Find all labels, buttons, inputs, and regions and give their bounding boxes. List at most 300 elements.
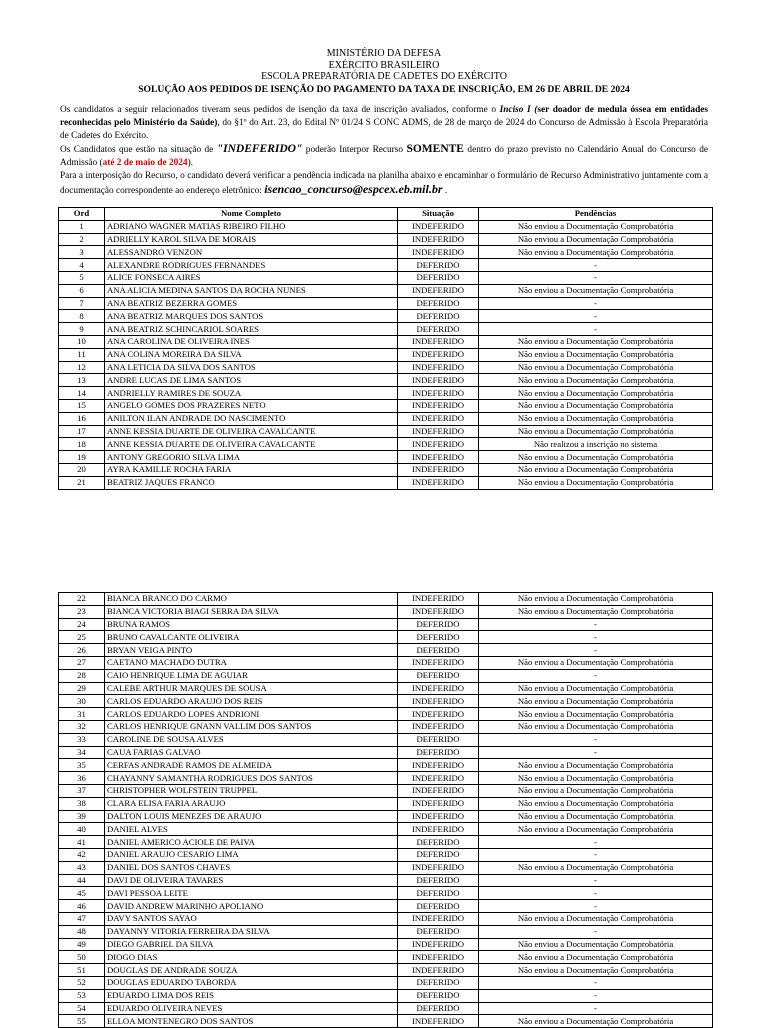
- row-name: CARLOS EDUARDO ARAUJO DOS REIS: [105, 695, 398, 708]
- row-pending: Não enviou a Documentação Comprobatória: [479, 861, 713, 874]
- row-ord: 5: [59, 271, 105, 284]
- row-pending: -: [479, 631, 713, 644]
- row-ord: 46: [59, 900, 105, 913]
- row-ord: 25: [59, 631, 105, 644]
- intro-p3-end: .: [442, 186, 448, 196]
- header-pending: Pendências: [479, 208, 713, 221]
- table-row: [59, 912, 713, 925]
- row-name: ELLOA MONTENEGRO DOS SANTOS: [105, 1015, 398, 1028]
- row-ord: 7: [59, 297, 105, 310]
- table-row: [59, 297, 713, 310]
- row-ord: 43: [59, 861, 105, 874]
- row-name: DOUGLAS DE ANDRADE SOUZA: [105, 964, 398, 977]
- email-link[interactable]: isencao_concurso@espcex.eb.mil.br: [264, 182, 443, 196]
- row-name: ALICE FONSECA AIRES: [105, 271, 398, 284]
- row-status: INDEFERIDO: [398, 335, 479, 348]
- row-name: AYRA KAMILLE ROCHA FARIA: [105, 463, 398, 476]
- intro-p2-text: Os Candidatos que estão na situação de: [60, 145, 217, 155]
- table-row: [59, 361, 713, 374]
- row-ord: 29: [59, 682, 105, 695]
- table-row: [59, 797, 713, 810]
- row-pending: Não enviou a Documentação Comprobatória: [479, 425, 713, 438]
- row-ord: 22: [59, 593, 105, 606]
- row-ord: 18: [59, 438, 105, 451]
- row-ord: 14: [59, 387, 105, 400]
- row-ord: 34: [59, 746, 105, 759]
- row-pending: Não enviou a Documentação Comprobatória: [479, 463, 713, 476]
- table-row: [59, 669, 713, 682]
- row-pending: Não enviou a Documentação Comprobatória: [479, 246, 713, 259]
- row-ord: 21: [59, 476, 105, 489]
- row-status: INDEFERIDO: [398, 605, 479, 618]
- row-pending: -: [479, 976, 713, 989]
- row-pending: Não enviou a Documentação Comprobatória: [479, 708, 713, 721]
- intro-paragraph-1: [60, 104, 708, 143]
- row-name: CAIO HENRIQUE LIMA DE AGUIAR: [105, 669, 398, 682]
- row-status: INDEFERIDO: [398, 861, 479, 874]
- row-ord: 35: [59, 759, 105, 772]
- row-name: ADRIELLY KAROL SILVA DE MORAIS: [105, 233, 398, 246]
- row-pending: Não enviou a Documentação Comprobatória: [479, 476, 713, 489]
- row-pending: Não enviou a Documentação Comprobatória: [479, 387, 713, 400]
- table-row: [59, 964, 713, 977]
- table-row: [59, 823, 713, 836]
- row-status: DEFERIDO: [398, 644, 479, 657]
- candidates-table-part-1: [58, 207, 713, 490]
- row-ord: 50: [59, 951, 105, 964]
- row-status: INDEFERIDO: [398, 220, 479, 233]
- table-row: [59, 233, 713, 246]
- table-row: [59, 989, 713, 1002]
- row-status: INDEFERIDO: [398, 233, 479, 246]
- row-name: ANNE KESSIA DUARTE DE OLIVEIRA CAVALCANTE: [105, 425, 398, 438]
- table-row: [59, 938, 713, 951]
- row-name: ADRIANO WAGNER MATIAS RIBEIRO FILHO: [105, 220, 398, 233]
- table-row: [59, 695, 713, 708]
- row-pending: -: [479, 669, 713, 682]
- row-ord: 8: [59, 310, 105, 323]
- table-row: [59, 271, 713, 284]
- row-name: BIANCA VICTORIA BIAGI SERRA DA SILVA: [105, 605, 398, 618]
- row-status: DEFERIDO: [398, 746, 479, 759]
- row-status: INDEFERIDO: [398, 399, 479, 412]
- row-status: INDEFERIDO: [398, 593, 479, 606]
- row-name: ANA BEATRIZ SCHINCARIOL SOARES: [105, 323, 398, 336]
- row-name: ANGELO GOMES DOS PRAZERES NETO: [105, 399, 398, 412]
- row-name: ANTONY GREGORIO SILVA LIMA: [105, 451, 398, 464]
- row-name: DANIEL AMERICO ACIOLE DE PAIVA: [105, 836, 398, 849]
- row-pending: -: [479, 644, 713, 657]
- row-pending: -: [479, 925, 713, 938]
- row-pending: -: [479, 310, 713, 323]
- row-name: DANIEL DOS SANTOS CHAVES: [105, 861, 398, 874]
- table-row: [59, 644, 713, 657]
- table-row: [59, 1015, 713, 1028]
- table-row: [59, 708, 713, 721]
- row-name: DIEGO GABRIEL DA SILVA: [105, 938, 398, 951]
- row-pending: -: [479, 746, 713, 759]
- table-row: [59, 951, 713, 964]
- row-name: EDUARDO OLIVEIRA NEVES: [105, 1002, 398, 1015]
- table-row: [59, 746, 713, 759]
- table-row: [59, 451, 713, 464]
- table-row: [59, 259, 713, 272]
- row-name: ANDRIELLY RAMIRES DE SOUZA: [105, 387, 398, 400]
- table-row: [59, 284, 713, 297]
- row-ord: 15: [59, 399, 105, 412]
- row-status: INDEFERIDO: [398, 438, 479, 451]
- table-row: [59, 810, 713, 823]
- row-ord: 32: [59, 720, 105, 733]
- row-ord: 3: [59, 246, 105, 259]
- row-ord: 27: [59, 656, 105, 669]
- row-pending: Não enviou a Documentação Comprobatória: [479, 399, 713, 412]
- row-ord: 13: [59, 374, 105, 387]
- row-name: DOUGLAS EDUARDO TABORDA: [105, 976, 398, 989]
- row-ord: 30: [59, 695, 105, 708]
- row-name: ANA CAROLINA DE OLIVEIRA INES: [105, 335, 398, 348]
- row-status: INDEFERIDO: [398, 695, 479, 708]
- row-status: INDEFERIDO: [398, 656, 479, 669]
- row-status: INDEFERIDO: [398, 964, 479, 977]
- row-name: CAROLINE DE SOUSA ALVES: [105, 733, 398, 746]
- row-status: INDEFERIDO: [398, 682, 479, 695]
- row-pending: Não enviou a Documentação Comprobatória: [479, 759, 713, 772]
- document-title: SOLUÇÃO AOS PEDIDOS DE ISENÇÃO DO PAGAMENTO DA TAXA DE INSCRIÇÃO, EM 26 DE ABRIL DE 2024: [138, 83, 630, 95]
- row-status: DEFERIDO: [398, 297, 479, 310]
- row-ord: 11: [59, 348, 105, 361]
- row-ord: 31: [59, 708, 105, 721]
- row-pending: -: [479, 733, 713, 746]
- table-body-part-2: [59, 593, 713, 1028]
- row-status: INDEFERIDO: [398, 938, 479, 951]
- row-ord: 53: [59, 989, 105, 1002]
- row-status: INDEFERIDO: [398, 759, 479, 772]
- table-row: [59, 593, 713, 606]
- row-pending: Não enviou a Documentação Comprobatória: [479, 451, 713, 464]
- row-status: DEFERIDO: [398, 925, 479, 938]
- row-name: ANA COLINA MOREIRA DA SILVA: [105, 348, 398, 361]
- table-row: [59, 425, 713, 438]
- row-ord: 17: [59, 425, 105, 438]
- table-row: [59, 323, 713, 336]
- table-row: [59, 759, 713, 772]
- table-row: [59, 784, 713, 797]
- row-status: DEFERIDO: [398, 618, 479, 631]
- intro-p3-text: Para a interposição do Recurso, o candidato deverá verificar a pendência indicada na planilha abaixo e encaminhar o formulário de Recurso Administrativo juntamente com a documentação correspondente ao endereço eletrônico:: [60, 171, 708, 196]
- row-status: DEFERIDO: [398, 976, 479, 989]
- row-pending: -: [479, 259, 713, 272]
- row-pending: Não enviou a Documentação Comprobatória: [479, 656, 713, 669]
- row-name: ANA BEATRIZ MARQUES DOS SANTOS: [105, 310, 398, 323]
- row-name: ANDRE LUCAS DE LIMA SANTOS: [105, 374, 398, 387]
- row-pending: Não realizou a inscrição no sistema: [479, 438, 713, 451]
- row-pending: Não enviou a Documentação Comprobatória: [479, 797, 713, 810]
- row-ord: 45: [59, 887, 105, 900]
- row-ord: 12: [59, 361, 105, 374]
- row-name: BRUNO CAVALCANTE OLIVEIRA: [105, 631, 398, 644]
- row-pending: Não enviou a Documentação Comprobatória: [479, 233, 713, 246]
- row-status: INDEFERIDO: [398, 784, 479, 797]
- header-school: ESCOLA PREPARATÓRIA DE CADETES DO EXÉRCITO: [261, 71, 507, 82]
- row-ord: 37: [59, 784, 105, 797]
- row-ord: 10: [59, 335, 105, 348]
- intro-p2-indeferido: "INDEFERIDO": [216, 143, 303, 155]
- table-row: [59, 976, 713, 989]
- header-army: EXÉRCITO BRASILEIRO: [328, 59, 440, 71]
- row-status: INDEFERIDO: [398, 348, 479, 361]
- row-status: DEFERIDO: [398, 989, 479, 1002]
- row-pending: Não enviou a Documentação Comprobatória: [479, 284, 713, 297]
- table-row: [59, 887, 713, 900]
- intro-p1-bold: ser doador de medula óssea em entidades reconhecidas pelo Ministério da Saúde): [60, 105, 708, 128]
- table-row: [59, 874, 713, 887]
- table-row: [59, 374, 713, 387]
- row-pending: -: [479, 271, 713, 284]
- row-pending: Não enviou a Documentação Comprobatória: [479, 784, 713, 797]
- row-ord: 26: [59, 644, 105, 657]
- row-status: INDEFERIDO: [398, 708, 479, 721]
- row-name: ANA ALICIA MEDINA SANTOS DA ROCHA NUNES: [105, 284, 398, 297]
- row-name: ANILTON ILAN ANDRADE DO NASCIMENTO: [105, 412, 398, 425]
- table-row: [59, 605, 713, 618]
- row-pending: Não enviou a Documentação Comprobatória: [479, 964, 713, 977]
- row-name: DAYANNY VITORIA FERREIRA DA SILVA: [105, 925, 398, 938]
- row-status: INDEFERIDO: [398, 810, 479, 823]
- table-row: [59, 387, 713, 400]
- row-status: INDEFERIDO: [398, 720, 479, 733]
- row-name: ANNE KESSIA DUARTE DE OLIVEIRA CAVALCANTE: [105, 438, 398, 451]
- row-pending: -: [479, 874, 713, 887]
- table-row: [59, 656, 713, 669]
- row-pending: Não enviou a Documentação Comprobatória: [479, 335, 713, 348]
- row-ord: 4: [59, 259, 105, 272]
- row-ord: 23: [59, 605, 105, 618]
- header-status: Situação: [398, 208, 479, 221]
- intro-p2-end: ).: [187, 158, 193, 168]
- intro-p2-mid: poderão Interpor Recurso: [302, 145, 407, 155]
- row-name: CAUA FARIAS GALVAO: [105, 746, 398, 759]
- row-ord: 20: [59, 463, 105, 476]
- table-row: [59, 772, 713, 785]
- row-name: BRUNA RAMOS: [105, 618, 398, 631]
- intro-p2-rest: dentro do prazo previsto no Calendário Anual do Concurso de Admissão (: [60, 145, 708, 168]
- row-pending: -: [479, 848, 713, 861]
- row-status: DEFERIDO: [398, 310, 479, 323]
- row-status: DEFERIDO: [398, 836, 479, 849]
- header-name: Nome Completo: [105, 208, 398, 221]
- intro-text: [60, 104, 708, 198]
- row-name: ALESSANDRO VENZON: [105, 246, 398, 259]
- row-ord: 52: [59, 976, 105, 989]
- row-status: INDEFERIDO: [398, 823, 479, 836]
- candidates-table-part-2: [58, 592, 713, 1028]
- table-header-row: [59, 208, 713, 221]
- row-status: DEFERIDO: [398, 323, 479, 336]
- row-status: INDEFERIDO: [398, 476, 479, 489]
- row-status: DEFERIDO: [398, 271, 479, 284]
- table-row: [59, 925, 713, 938]
- row-name: ANA BEATRIZ BEZERRA GOMES: [105, 297, 398, 310]
- table-row: [59, 348, 713, 361]
- table-row: [59, 1002, 713, 1015]
- row-pending: Não enviou a Documentação Comprobatória: [479, 720, 713, 733]
- row-ord: 47: [59, 912, 105, 925]
- row-status: INDEFERIDO: [398, 425, 479, 438]
- row-ord: 49: [59, 938, 105, 951]
- table-row: [59, 836, 713, 849]
- table-row: [59, 900, 713, 913]
- row-pending: -: [479, 323, 713, 336]
- intro-p1-inciso: Inciso I (: [499, 105, 538, 115]
- row-pending: Não enviou a Documentação Comprobatória: [479, 605, 713, 618]
- row-pending: Não enviou a Documentação Comprobatória: [479, 412, 713, 425]
- row-name: CHAYANNY SAMANTHA RODRIGUES DOS SANTOS: [105, 772, 398, 785]
- row-status: INDEFERIDO: [398, 412, 479, 425]
- row-name: CLARA ELISA FARIA ARAUJO: [105, 797, 398, 810]
- row-status: INDEFERIDO: [398, 797, 479, 810]
- table-row: [59, 463, 713, 476]
- row-name: DAVY SANTOS SAYAO: [105, 912, 398, 925]
- row-status: INDEFERIDO: [398, 451, 479, 464]
- row-name: CARLOS EDUARDO LOPES ANDRIONI: [105, 708, 398, 721]
- table-row: [59, 848, 713, 861]
- row-status: INDEFERIDO: [398, 463, 479, 476]
- row-status: DEFERIDO: [398, 887, 479, 900]
- row-ord: 48: [59, 925, 105, 938]
- header-ministry: MINISTÉRIO DA DEFESA: [326, 48, 442, 59]
- intro-paragraph-3: [60, 170, 708, 198]
- row-ord: 36: [59, 772, 105, 785]
- row-ord: 2: [59, 233, 105, 246]
- row-ord: 16: [59, 412, 105, 425]
- row-pending: Não enviou a Documentação Comprobatória: [479, 593, 713, 606]
- row-status: INDEFERIDO: [398, 772, 479, 785]
- row-ord: 33: [59, 733, 105, 746]
- table-row: [59, 476, 713, 489]
- row-name: DIOGO DIAS: [105, 951, 398, 964]
- table-row: [59, 412, 713, 425]
- row-ord: 28: [59, 669, 105, 682]
- row-ord: 39: [59, 810, 105, 823]
- row-name: CARLOS HENRIQUE GNANN VALLIM DOS SANTOS: [105, 720, 398, 733]
- row-name: DAVID ANDREW MARINHO APOLIANO: [105, 900, 398, 913]
- row-status: DEFERIDO: [398, 259, 479, 272]
- row-name: CAETANO MACHADO DUTRA: [105, 656, 398, 669]
- row-status: DEFERIDO: [398, 669, 479, 682]
- table-body-part-1: [59, 220, 713, 489]
- row-status: INDEFERIDO: [398, 246, 479, 259]
- row-ord: 6: [59, 284, 105, 297]
- row-status: DEFERIDO: [398, 874, 479, 887]
- row-ord: 55: [59, 1015, 105, 1028]
- header-ord: Ord: [59, 208, 105, 221]
- row-ord: 1: [59, 220, 105, 233]
- row-ord: 41: [59, 836, 105, 849]
- row-pending: Não enviou a Documentação Comprobatória: [479, 682, 713, 695]
- row-pending: -: [479, 1002, 713, 1015]
- row-status: INDEFERIDO: [398, 912, 479, 925]
- row-name: ANA LETICIA DA SILVA DOS SANTOS: [105, 361, 398, 374]
- row-pending: -: [479, 836, 713, 849]
- row-ord: 24: [59, 618, 105, 631]
- table-row: [59, 220, 713, 233]
- row-pending: -: [479, 297, 713, 310]
- row-name: DAVI DE OLIVEIRA TAVARES: [105, 874, 398, 887]
- row-name: ALEXANDRE RODRIGUES FERNANDES: [105, 259, 398, 272]
- row-name: EDUARDO LIMA DOS REIS: [105, 989, 398, 1002]
- intro-p1-rest: , do §1º do Art. 23, do Edital Nº 01/24 S CONC ADMS, de 28 de março de 2024 do Concurso de Admissão à Escola Preparatória de Cadetes do Exército.: [60, 118, 709, 141]
- row-status: DEFERIDO: [398, 1002, 479, 1015]
- row-ord: 51: [59, 964, 105, 977]
- row-status: INDEFERIDO: [398, 361, 479, 374]
- row-ord: 44: [59, 874, 105, 887]
- row-pending: Não enviou a Documentação Comprobatória: [479, 348, 713, 361]
- row-ord: 19: [59, 451, 105, 464]
- intro-p2-deadline: até 2 de maio de 2024: [102, 158, 188, 168]
- row-name: CHRISTOPHER WOLFSTEIN TRUPPEL: [105, 784, 398, 797]
- row-name: BEATRIZ JAQUES FRANCO: [105, 476, 398, 489]
- row-pending: -: [479, 887, 713, 900]
- intro-p2-somente: SOMENTE: [406, 143, 464, 155]
- table-row: [59, 861, 713, 874]
- intro-p1-text: Os candidatos a seguir relacionados tiveram seus pedidos de isenção da taxa de inscrição avaliados, conforme o: [60, 105, 500, 115]
- row-status: INDEFERIDO: [398, 284, 479, 297]
- row-name: DANIEL ARAUJO CESARIO LIMA: [105, 848, 398, 861]
- row-pending: Não enviou a Documentação Comprobatória: [479, 938, 713, 951]
- row-name: CERFAS ANDRADE RAMOS DE ALMEIDA: [105, 759, 398, 772]
- row-pending: Não enviou a Documentação Comprobatória: [479, 374, 713, 387]
- row-pending: Não enviou a Documentação Comprobatória: [479, 823, 713, 836]
- row-name: CALEBE ARTHUR MARQUES DE SOUSA: [105, 682, 398, 695]
- row-status: INDEFERIDO: [398, 951, 479, 964]
- row-status: INDEFERIDO: [398, 374, 479, 387]
- table-row: [59, 733, 713, 746]
- table-row: [59, 310, 713, 323]
- document-header: [0, 48, 768, 95]
- row-pending: -: [479, 618, 713, 631]
- table-row: [59, 438, 713, 451]
- row-name: DANIEL ALVES: [105, 823, 398, 836]
- row-ord: 54: [59, 1002, 105, 1015]
- row-pending: Não enviou a Documentação Comprobatória: [479, 951, 713, 964]
- table-row: [59, 399, 713, 412]
- row-pending: -: [479, 989, 713, 1002]
- table-row: [59, 631, 713, 644]
- table-row: [59, 682, 713, 695]
- row-pending: Não enviou a Documentação Comprobatória: [479, 695, 713, 708]
- row-status: DEFERIDO: [398, 848, 479, 861]
- row-pending: Não enviou a Documentação Comprobatória: [479, 912, 713, 925]
- row-name: DALTON LOUIS MENEZES DE ARAUJO: [105, 810, 398, 823]
- row-status: DEFERIDO: [398, 733, 479, 746]
- row-ord: 38: [59, 797, 105, 810]
- row-pending: Não enviou a Documentação Comprobatória: [479, 1015, 713, 1028]
- row-status: INDEFERIDO: [398, 387, 479, 400]
- row-ord: 9: [59, 323, 105, 336]
- row-name: BRYAN VEIGA PINTO: [105, 644, 398, 657]
- row-ord: 42: [59, 848, 105, 861]
- row-pending: Não enviou a Documentação Comprobatória: [479, 772, 713, 785]
- table-row: [59, 618, 713, 631]
- table-row: [59, 720, 713, 733]
- row-name: BIANCA BRANCO DO CARMO: [105, 593, 398, 606]
- row-ord: 40: [59, 823, 105, 836]
- table-row: [59, 335, 713, 348]
- row-pending: -: [479, 900, 713, 913]
- row-pending: Não enviou a Documentação Comprobatória: [479, 361, 713, 374]
- row-status: DEFERIDO: [398, 900, 479, 913]
